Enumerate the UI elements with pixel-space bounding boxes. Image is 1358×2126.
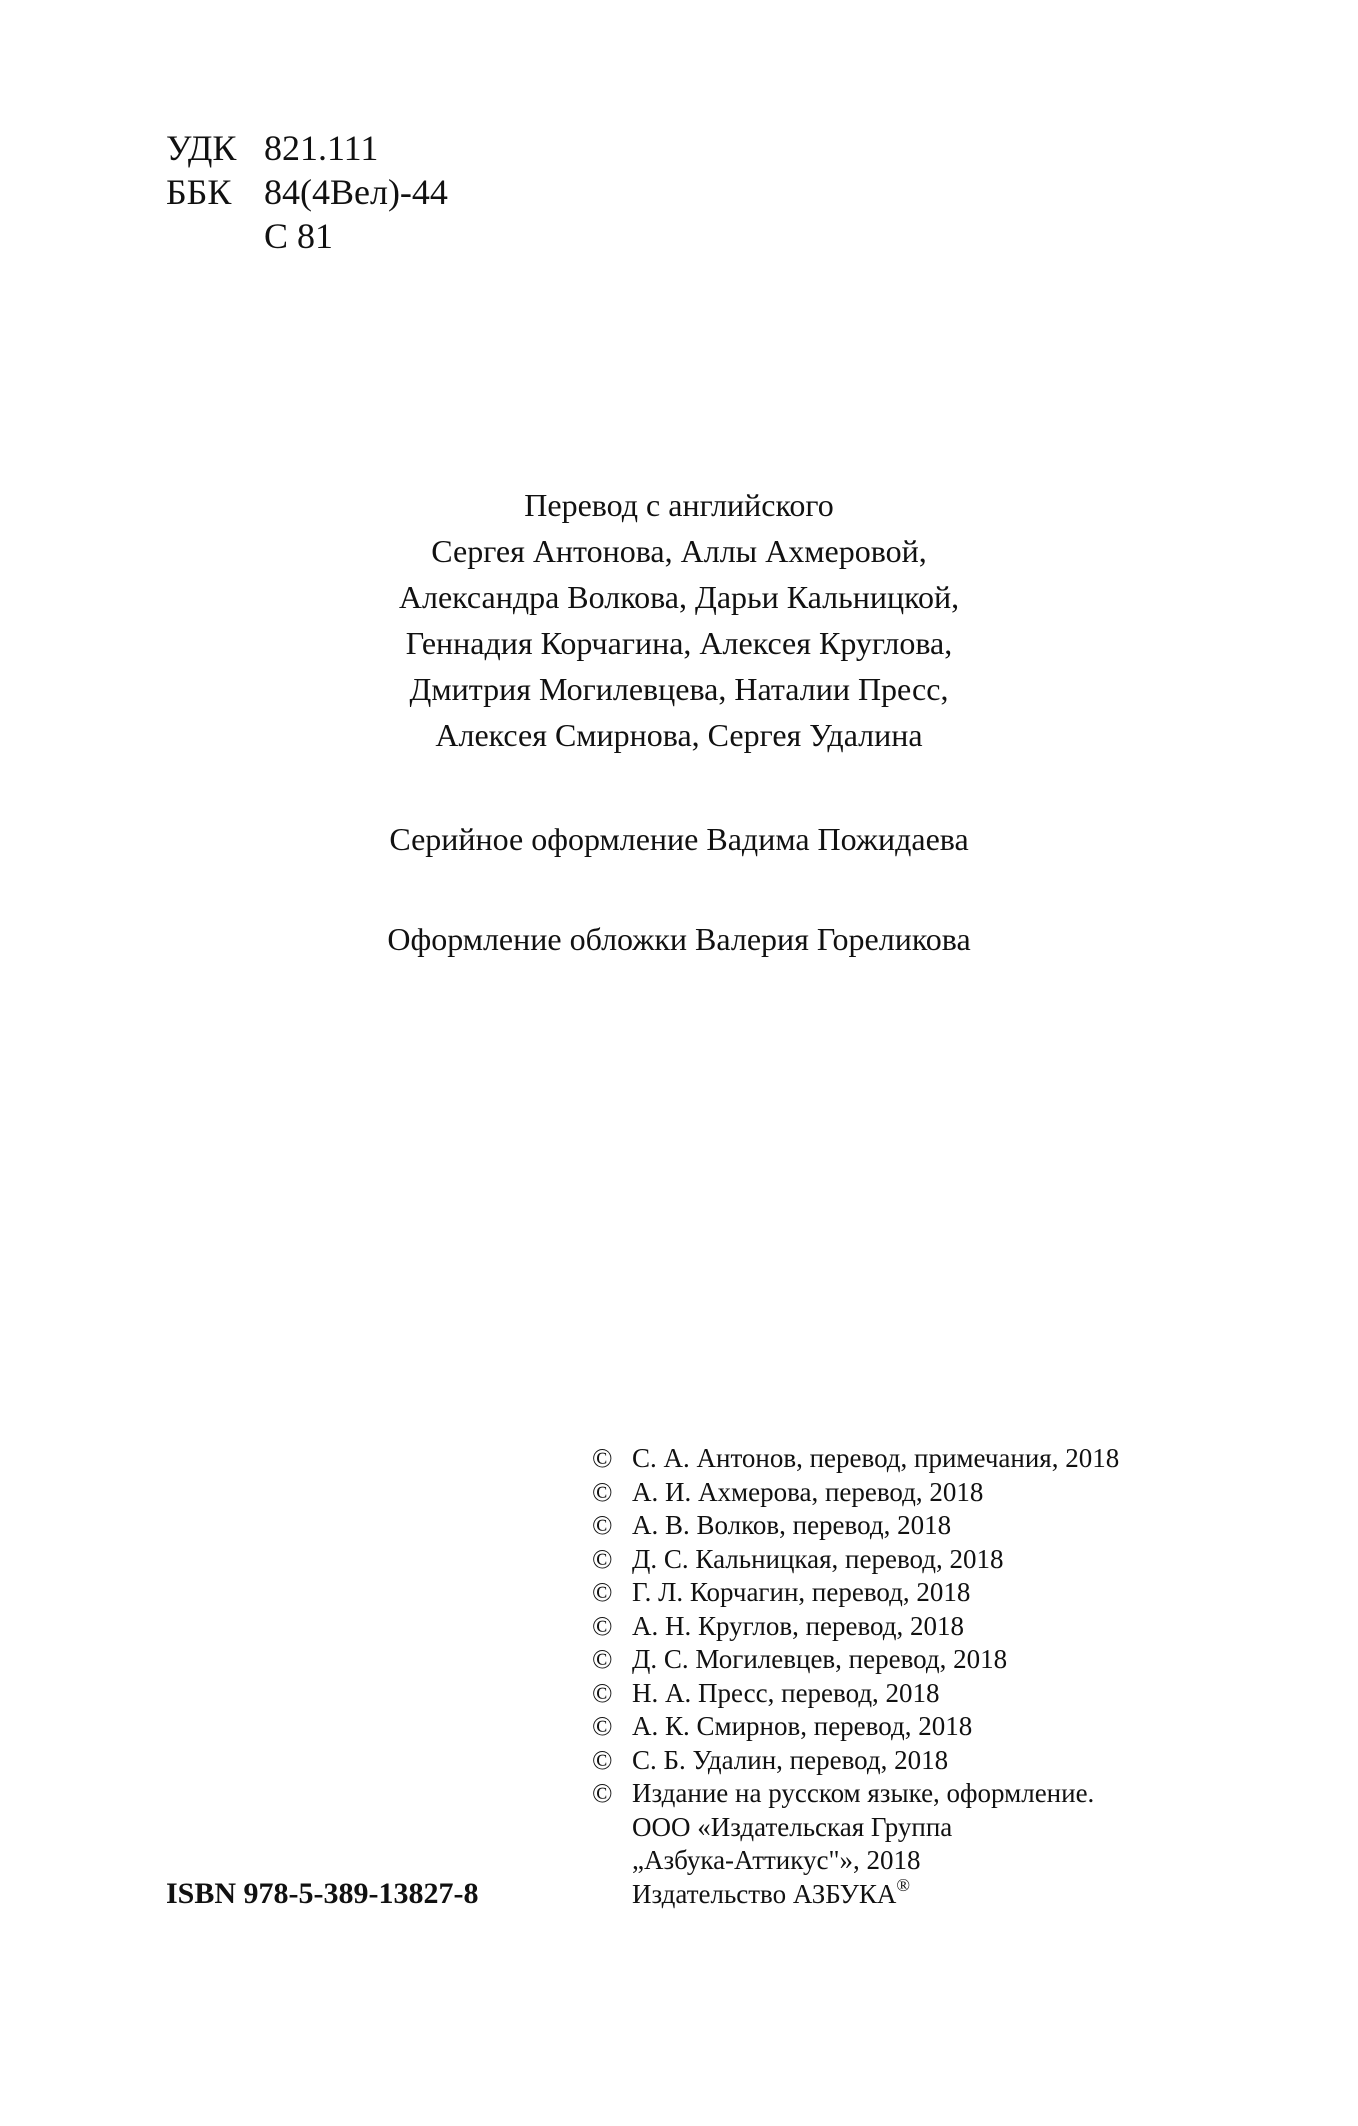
copyright-entry (592, 1442, 1119, 1476)
translators-line: Геннадия Корчагина, Алексея Круглова, (405, 625, 953, 661)
udk-row (166, 126, 448, 170)
copyright-symbol: © (592, 1476, 613, 1507)
author-sign-row (166, 214, 448, 258)
translators-line: Алексея Смирнова, Сергея Удалина (435, 717, 923, 753)
copyright-text: А. В. Волков, перевод, 2018 (632, 1510, 952, 1540)
copyright-symbol: © (592, 1644, 613, 1674)
copyright-symbol: © (592, 1744, 613, 1775)
copyright-entry (592, 1710, 1119, 1744)
translators-line: Дмитрия Могилевцева, Наталии Пресс, (409, 671, 949, 707)
copyright-text: А. Н. Круглов, перевод, 2018 (632, 1610, 965, 1641)
copyright-text: А. И. Ахмерова, перевод, 2018 (632, 1476, 984, 1507)
translators-line: Сергея Антонова, Аллы Ахмеровой, (431, 533, 927, 569)
bbk-label: ББК (166, 172, 232, 212)
copyright-text: Д. С. Могилевцев, перевод, 2018 (632, 1644, 1008, 1674)
copyright-text: Г. Л. Корчагин, перевод, 2018 (632, 1577, 971, 1607)
copyright-text: Издание на русском языке, оформление. (632, 1778, 1095, 1808)
copyright-entry (592, 1543, 1119, 1577)
copyright-symbol: © (592, 1778, 613, 1808)
isbn: ISBN 978-5-389-13827-8 (166, 1877, 479, 1910)
publisher-imprint (592, 1874, 1119, 1912)
copyright-text: Д. С. Кальницкая, перевод, 2018 (632, 1543, 1004, 1574)
copyright-entry (592, 1677, 1119, 1711)
copyright-entry (592, 1744, 1119, 1778)
copyright-text: С. Б. Удалин, перевод, 2018 (632, 1744, 949, 1775)
copyright-entry (592, 1476, 1119, 1510)
copyright-text: Н. А. Пресс, перевод, 2018 (632, 1677, 940, 1708)
publisher-line: „Азбука-Аттикус"», 2018 (632, 1845, 921, 1875)
copyright-symbol: © (592, 1543, 613, 1574)
series-design-credit: Серийное оформление Вадима Пожидаева (389, 821, 969, 857)
credits-block (0, 482, 1358, 962)
copyright-symbol: © (592, 1677, 613, 1708)
author-sign: С 81 (264, 216, 334, 256)
registered-mark: ® (896, 1874, 911, 1895)
bbk-value: 84(4Вел)-44 (264, 172, 448, 212)
classification-block (166, 126, 448, 258)
bbk-row (166, 170, 448, 214)
copyright-text: А. К. Смирнов, перевод, 2018 (632, 1711, 973, 1741)
copyright-entry (592, 1777, 1119, 1811)
copyright-entry (592, 1509, 1119, 1543)
copyright-entry (592, 1610, 1119, 1644)
publisher-line: ООО «Издательская Группа (632, 1811, 953, 1842)
udk-label: УДК (166, 128, 237, 168)
copyright-text: С. А. Антонов, перевод, примечания, 2018 (632, 1443, 1120, 1473)
copyright-symbol: © (592, 1711, 613, 1741)
copyright-entry (592, 1643, 1119, 1677)
copyright-block (592, 1442, 1119, 1911)
translators-block (0, 482, 1358, 758)
copyright-symbol: © (592, 1577, 613, 1607)
translators-line: Александра Волкова, Дарьи Кальницкой, (398, 579, 960, 615)
copyright-entry (592, 1576, 1119, 1610)
translation-heading: Перевод с английского (524, 487, 834, 523)
publisher-imprint-text: Издательство АЗБУКА (632, 1878, 897, 1909)
copyright-symbol: © (592, 1443, 613, 1473)
cover-design-credit: Оформление обложки Валерия Гореликова (387, 921, 971, 957)
udk-value: 821.111 (264, 128, 379, 168)
copyright-symbol: © (592, 1510, 613, 1540)
copyright-symbol: © (592, 1610, 613, 1641)
